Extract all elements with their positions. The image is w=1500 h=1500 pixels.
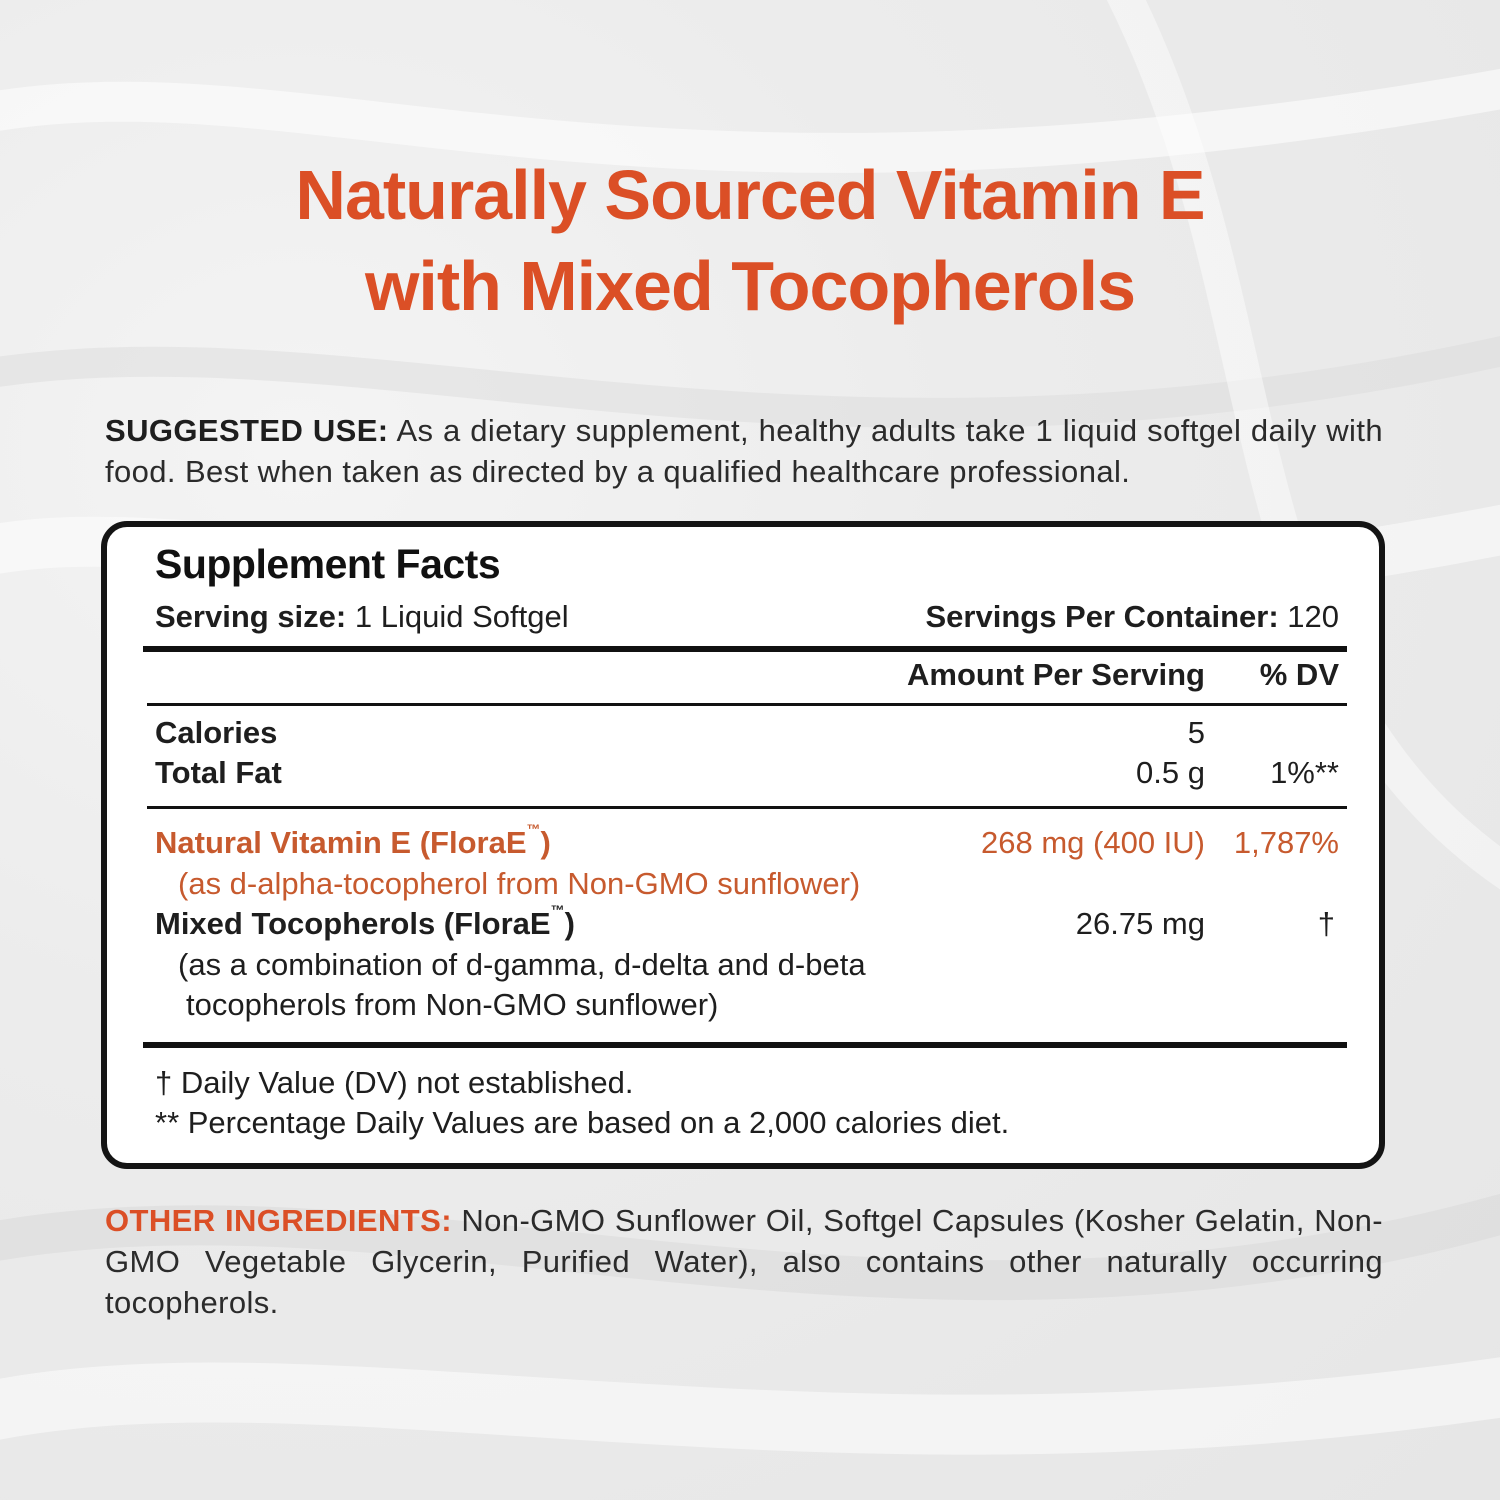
mixed-tocopherols-name [155,902,575,942]
serving-size-label: Serving size: [155,599,347,634]
vitamin-e-name-text: Natural Vitamin E (FloraE [155,825,527,860]
row-calories-name: Calories [155,715,278,750]
other-ingredients-label: OTHER INGREDIENTS: [105,1203,452,1238]
row-total-fat-amount: 0.5 g [1136,755,1205,790]
divider [147,806,1347,809]
trademark-symbol: ™ [550,902,565,918]
divider-thick [143,646,1347,652]
footnote-percentage: ** Percentage Daily Values are based on a 2,000 calories diet. [155,1105,1010,1140]
vitamin-e-source: (as d-alpha-tocopherol from Non-GMO sunflower) [178,866,861,901]
other-ingredients-text: Non-GMO Sunflower Oil, Softgel Capsules (Kosher Gelatin, Non-GMO Vegetable Glycerin, Purified Water), also contains other naturally occurring tocopherols. [105,1203,1383,1320]
divider-thick [143,1042,1347,1048]
row-total-fat-dv: 1%** [1270,755,1339,790]
mixed-tocopherols-amount: 26.75 mg [1075,906,1205,941]
mixed-tocopherols-source-2: tocopherols from Non-GMO sunflower) [186,987,719,1022]
title-line-2: with Mixed Tocopherols [364,247,1136,325]
vitamin-e-name-close: ) [540,825,551,860]
supplement-facts-panel [101,521,1385,1169]
page-title [0,150,1500,332]
mixed-tocopherols-dv: † [1317,906,1335,941]
serving-size [155,599,569,635]
column-header-dv: % DV [1259,657,1339,692]
other-ingredients [105,1200,1383,1323]
mixed-tocopherols-name-text: Mixed Tocopherols (FloraE [155,906,551,941]
vitamin-e-name [155,821,551,861]
column-header-amount: Amount Per Serving [907,657,1205,692]
divider [147,703,1347,706]
serving-size-value: 1 Liquid Softgel [354,599,569,634]
trademark-symbol: ™ [526,821,541,837]
suggested-use [105,410,1383,492]
servings-per-container [925,599,1339,635]
servings-per-container-value: 120 [1287,599,1339,634]
suggested-use-text: As a dietary supplement, healthy adults take 1 liquid softgel daily with food. Best when taken as directed by a qualified healthcare professional. [105,413,1384,489]
supplement-facts-heading: Supplement Facts [155,541,501,587]
vitamin-e-amount: 268 mg (400 IU) [981,825,1205,860]
row-total-fat-name: Total Fat [155,755,282,790]
vitamin-e-dv: 1,787% [1233,825,1339,860]
footnote-dv: † Daily Value (DV) not established. [155,1065,634,1100]
row-calories-amount: 5 [1187,715,1205,750]
mixed-tocopherols-source-1: (as a combination of d-gamma, d-delta and d-beta [178,947,866,982]
suggested-use-label: SUGGESTED USE: [105,413,389,448]
title-line-1: Naturally Sourced Vitamin E [295,156,1205,234]
servings-per-container-label: Servings Per Container: [925,599,1279,634]
mixed-tocopherols-name-close: ) [564,906,575,941]
